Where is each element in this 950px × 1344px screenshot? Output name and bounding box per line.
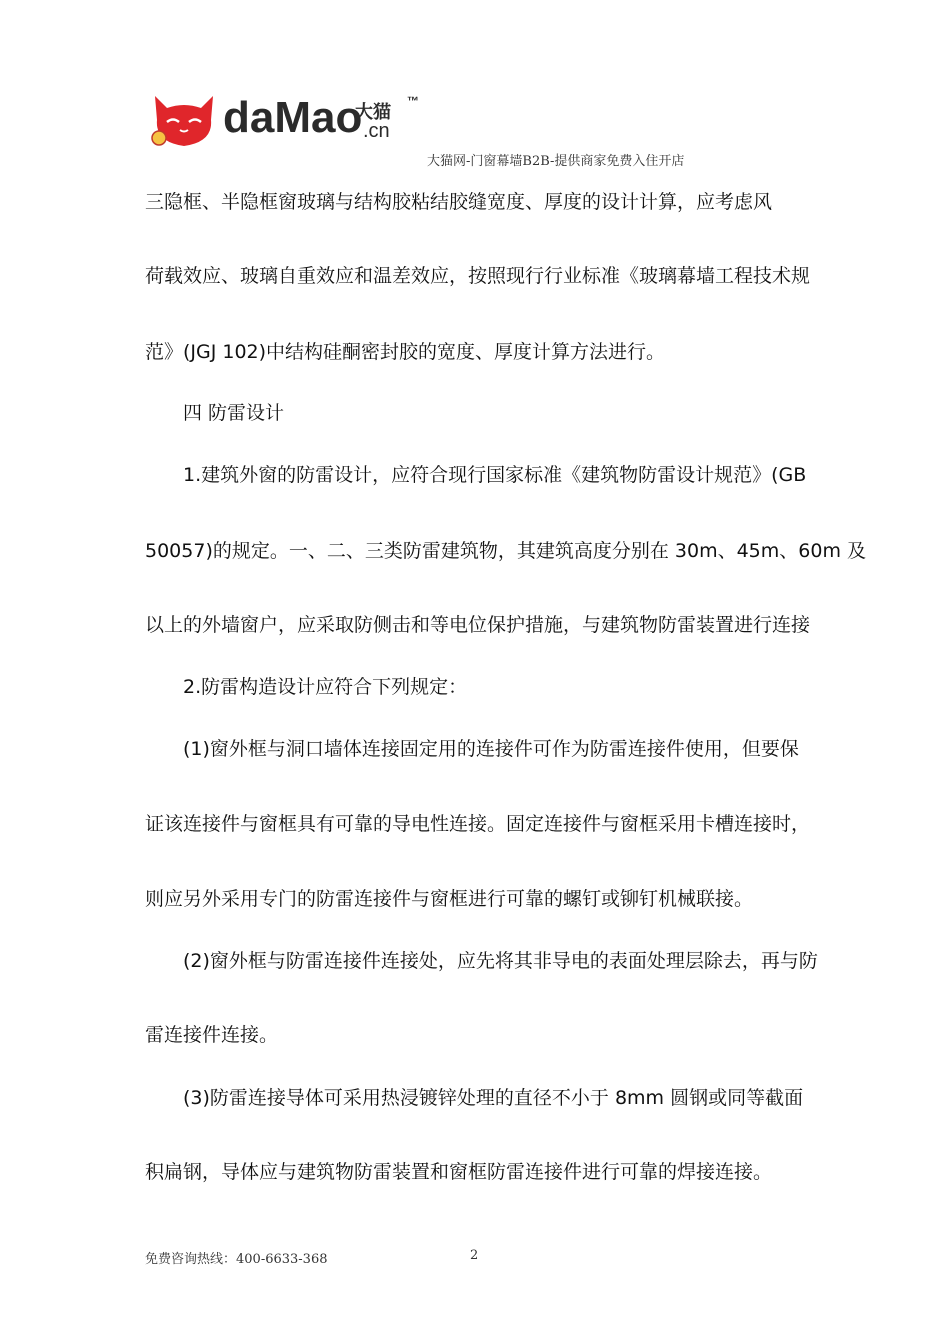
body-line: 积扁钢，导体应与建筑物防雷装置和窗框防雷连接件进行可靠的焊接连接。 bbox=[145, 1161, 773, 1183]
body-line: 50057)的规定。一、二、三类防雷建筑物，其建筑高度分别在 30m、45m、60m 及 bbox=[145, 540, 866, 562]
damao-logo[interactable] bbox=[145, 84, 435, 156]
page-header bbox=[145, 84, 705, 174]
section-heading: 四 防雷设计 bbox=[183, 402, 285, 424]
body-line: 1.建筑外窗的防雷设计，应符合现行国家标准《建筑物防雷设计规范》(GB bbox=[183, 464, 807, 486]
brand-domain-suffix: .cn bbox=[363, 120, 390, 142]
body-line: 2.防雷构造设计应符合下列规定： bbox=[183, 676, 468, 698]
footer-hotline: 免费咨询热线：400-6633-368 bbox=[145, 1252, 328, 1267]
body-line: 证该连接件与窗框具有可靠的导电性连接。固定连接件与窗框采用卡槽连接时， bbox=[145, 813, 811, 835]
header-tagline: 大猫网-门窗幕墙B2B-提供商家免费入住开店 bbox=[427, 154, 685, 169]
brand-name-cn: 大猫 bbox=[355, 102, 391, 123]
page-number: 2 bbox=[470, 1248, 479, 1263]
body-line: (2)窗外框与防雷连接件连接处，应先将其非导电的表面处理层除去，再与防 bbox=[183, 950, 818, 972]
body-line: 荷载效应、玻璃自重效应和温差效应，按照现行行业标准《玻璃幕墙工程技术规 bbox=[145, 265, 811, 287]
body-line: 范》(JGJ 102)中结构硅酮密封胶的宽度、厚度计算方法进行。 bbox=[145, 341, 666, 363]
body-line: 则应另外采用专门的防雷连接件与窗框进行可靠的螺钉或铆钉机械联接。 bbox=[145, 888, 754, 910]
trademark-mark: ™ bbox=[407, 94, 419, 108]
body-line: 雷连接件连接。 bbox=[145, 1024, 279, 1046]
body-line: (1)窗外框与洞口墙体连接固定用的连接件可作为防雷连接件使用，但要保 bbox=[183, 738, 799, 760]
body-line: 以上的外墙窗户，应采取防侧击和等电位保护措施，与建筑物防雷装置进行连接 bbox=[145, 614, 811, 636]
body-line: 三隐框、半隐框窗玻璃与结构胶粘结胶缝宽度、厚度的设计计算，应考虑风 bbox=[145, 191, 773, 213]
cat-logo-icon bbox=[147, 86, 221, 150]
body-line: (3)防雷连接导体可采用热浸镀锌处理的直径不小于 8mm 圆钢或同等截面 bbox=[183, 1087, 804, 1109]
brand-name: daMao bbox=[223, 93, 363, 142]
